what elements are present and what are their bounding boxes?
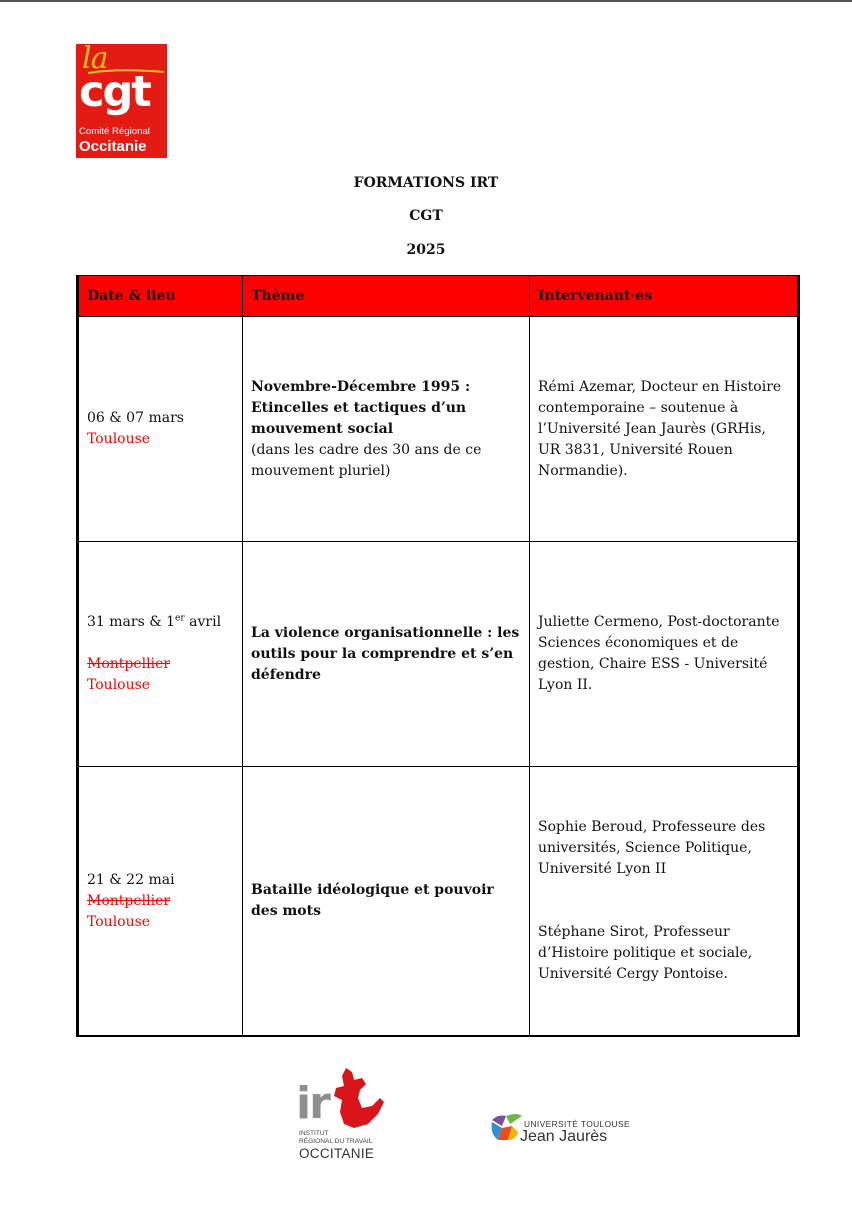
cgt-logo-script: la [82, 44, 108, 76]
irt-logo [296, 1068, 388, 1166]
table-header-row [78, 276, 799, 317]
cgt-logo [76, 44, 167, 158]
column-header-theme: Thème [243, 276, 530, 317]
table-row [78, 542, 799, 767]
session-theme: La violence organisationnelle : les outils pour la comprendre et s’en défendre [251, 624, 520, 683]
session-place: Toulouse [87, 913, 151, 930]
speaker: Stéphane Sirot, Professeur d’Histoire politique et sociale, Université Cergy Pontoise. [538, 924, 753, 982]
session-date-prefix: 31 mars & 1 [87, 614, 176, 630]
cgt-logo-line2: Occitanie [79, 138, 147, 155]
session-date [87, 612, 234, 633]
cell-speakers [530, 542, 799, 767]
document-title: FORMATIONS IRT [353, 175, 499, 191]
column-header-date: Date & lieu [78, 276, 243, 317]
formations-table [76, 275, 800, 1037]
document-year: 2025 [406, 242, 446, 258]
cell-speakers [530, 767, 799, 1037]
document-subtitle: CGT [409, 208, 443, 224]
speaker: Sophie Beroud, Professeure des universités, Science Politique, Université Lyon II [538, 819, 766, 877]
universite-toulouse-emblem-icon [488, 1110, 524, 1146]
universite-toulouse-line1: UNIVERSITÉ TOULOUSE [524, 1119, 630, 1129]
cgt-logo-wordmark: cgt [79, 67, 150, 117]
page-top-border [0, 0, 852, 2]
cell-theme [243, 767, 530, 1037]
irt-logo-wordmark: ir [296, 1078, 329, 1129]
session-theme: Novembre-Décembre 1995 : Etincelles et tactiques d’un mouvement social [251, 378, 471, 437]
session-place: Toulouse [87, 431, 151, 447]
session-theme: Bataille idéologique et pouvoir des mots [251, 882, 494, 919]
session-date-suffix: avril [184, 614, 222, 630]
irt-logo-t-splash-icon [332, 1068, 384, 1130]
universite-toulouse-logo [488, 1110, 648, 1150]
speaker: Rémi Azemar, Docteur en Histoire contemporaine – soutenue à l’Université Jean Jaurès (GRHis, UR 3831, Université Rouen Normandie). [538, 378, 782, 479]
table-row [78, 317, 799, 542]
session-theme-note: (dans les cadre des 30 ans de ce mouvement pluriel) [251, 441, 482, 479]
cell-date-place [78, 542, 243, 767]
universite-toulouse-line2: Jean Jaurès [520, 1128, 608, 1145]
column-header-speakers: Intervenant·es [530, 276, 799, 317]
session-place-cancelled: Montpellier [87, 892, 171, 909]
irt-logo-line1: INSTITUT [299, 1130, 329, 1137]
cell-theme [243, 542, 530, 767]
speaker: Juliette Cermeno, Post-doctorante Sciences économiques et de gestion, Chaire ESS - Université Lyon II. [538, 614, 780, 693]
table-row [78, 767, 799, 1037]
irt-logo-line2: RÉGIONAL DU TRAVAIL [299, 1138, 373, 1145]
session-date-superscript: er [175, 613, 185, 624]
cgt-logo-line1: Comité Régional [79, 126, 150, 137]
session-date: 21 & 22 mai [87, 871, 175, 888]
irt-logo-line3: OCCITANIE [299, 1146, 375, 1161]
cell-date-place [78, 767, 243, 1037]
session-place: Toulouse [87, 677, 151, 693]
cell-date-place [78, 317, 243, 542]
session-date: 06 & 07 mars [87, 410, 184, 426]
session-place-cancelled: Montpellier [87, 656, 171, 672]
cell-theme [243, 317, 530, 542]
cell-speakers [530, 317, 799, 542]
